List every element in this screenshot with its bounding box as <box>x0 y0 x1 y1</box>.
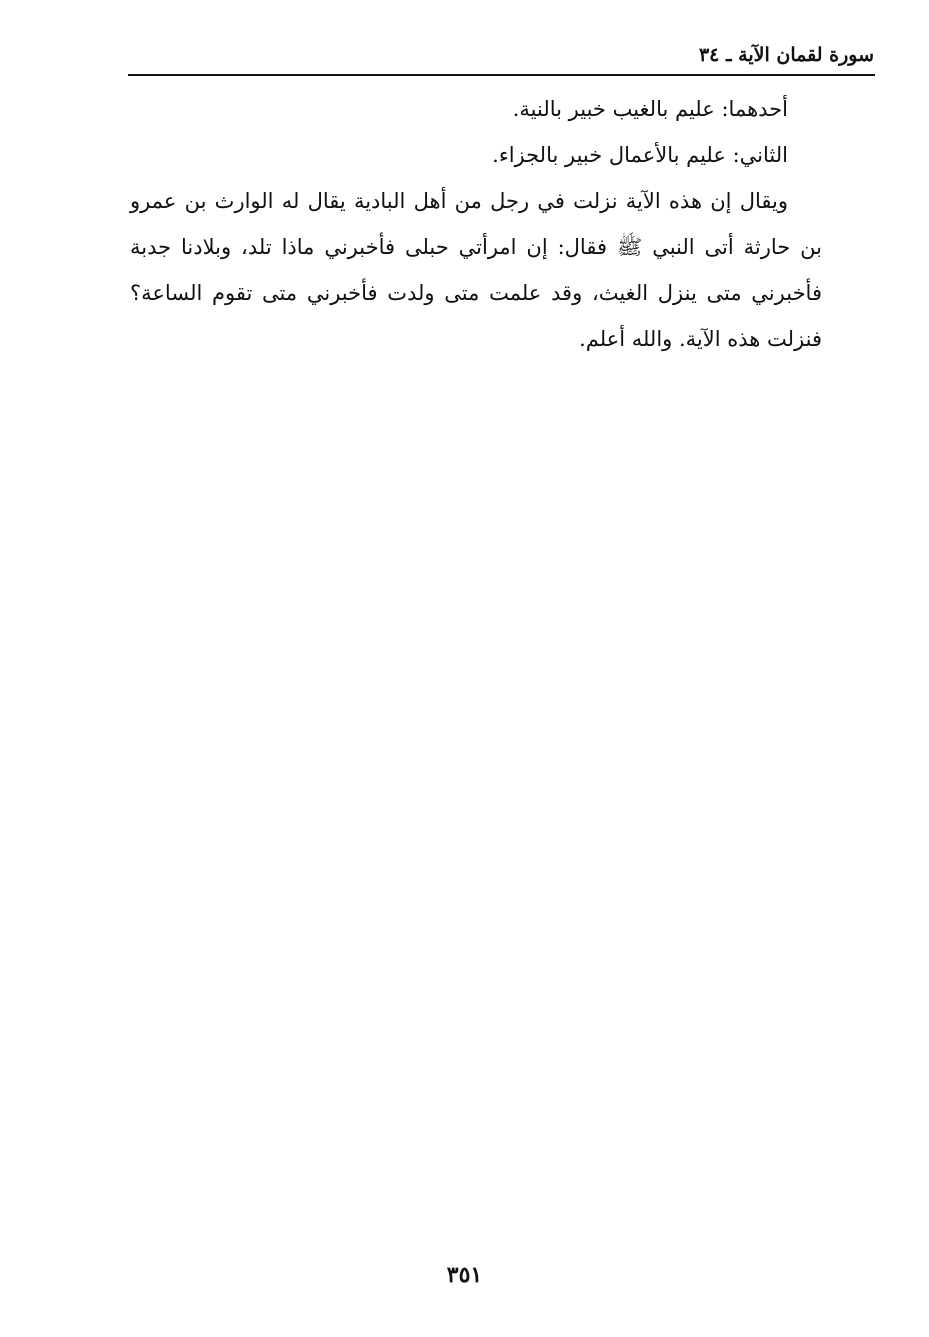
paragraph-second-meaning: الثاني: عليم بالأعمال خبير بالجزاء. <box>492 143 788 167</box>
body-text <box>130 86 822 362</box>
running-header: سورة لقمان الآية ـ ٣٤ <box>698 44 874 66</box>
paragraph-first-meaning: أحدهما: عليم بالغيب خبير بالنية. <box>512 97 788 121</box>
paragraph-revelation-story: ويقال إن هذه الآية نزلت في رجل من أهل البادية يقال له الوارث بن عمرو بن حارثة أتى النبي ﷺ فقال: إن امرأتي حبلى فأخبرني ماذا تلد، وبلادنا جدبة فأخبرني متى ينزل الغيث، وقد علمت متى ولدت فأخبرني متى تقوم الساعة؟ فنزلت هذه الآية. والله أعلم. <box>130 189 822 351</box>
header-divider <box>128 74 875 76</box>
page-number: ٣٥١ <box>446 1262 483 1288</box>
